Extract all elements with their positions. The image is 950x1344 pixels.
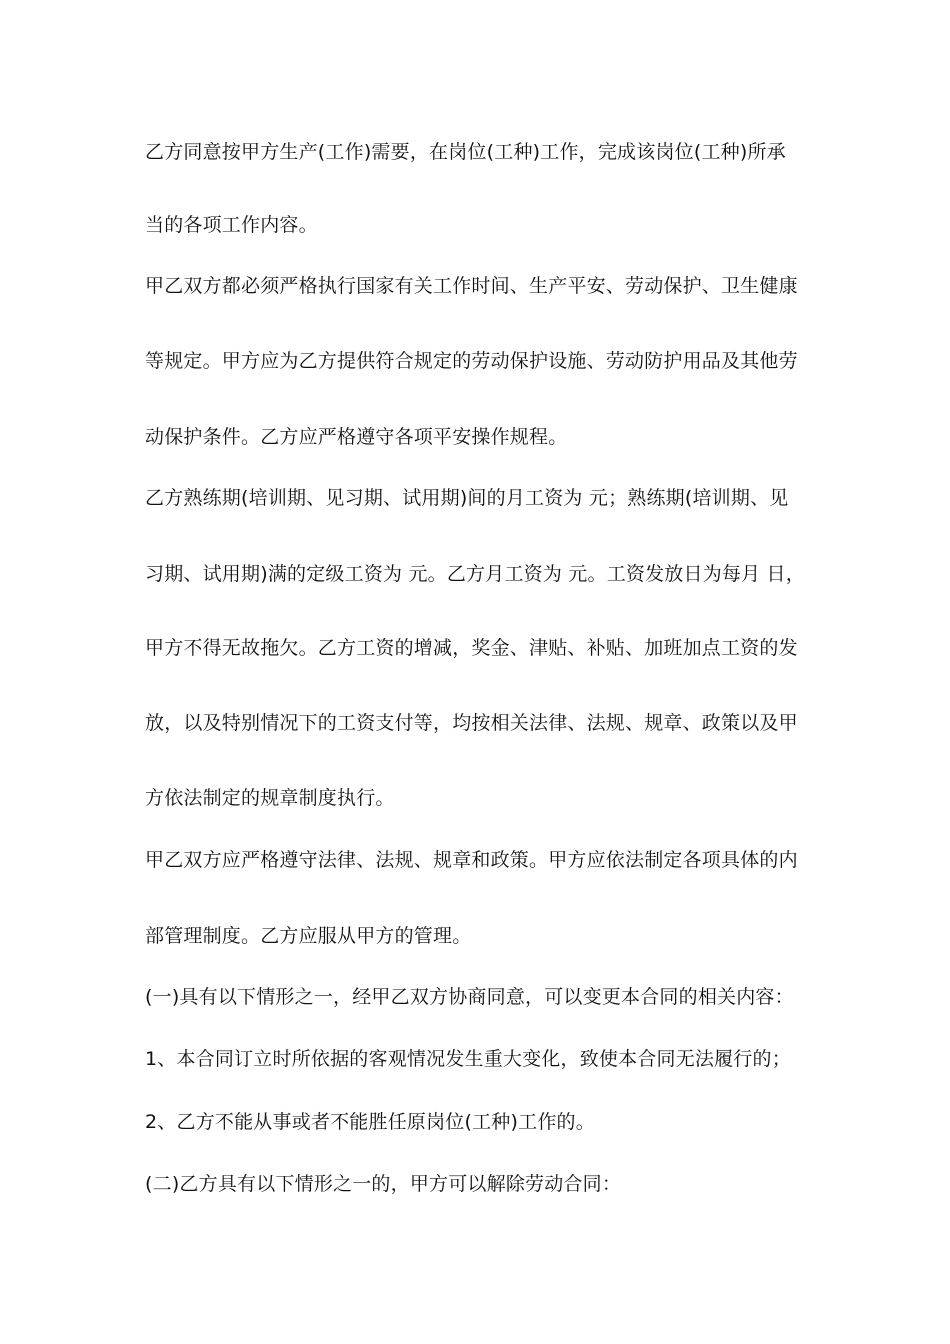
text-line: 2、乙方不能从事或者不能胜任原岗位(工种)工作的。 [145,1111,595,1133]
text-line: 乙方同意按甲方生产(工作)需要，在岗位(工种)工作，完成该岗位(工种)所承 [145,141,786,163]
text-line: 乙方熟练期(培训期、见习期、试用期)间的月工资为 元；熟练期(培训期、见 [145,487,789,509]
text-line: (一)具有以下情形之一，经甲乙双方协商同意，可以变更本合同的相关内容： [145,986,794,1008]
text-line: 当的各项工作内容。 [145,214,318,236]
text-line: 习期、试用期)满的定级工资为 元。乙方月工资为 元。工资发放日为每月 日， [145,563,805,585]
text-line: 方依法制定的规章制度执行。 [145,787,395,809]
text-line: 动保护条件。乙方应严格遵守各项平安操作规程。 [145,426,568,448]
text-line: 甲乙双方都必须严格执行国家有关工作时间、生产平安、劳动保护、卫生健康 [145,275,798,297]
text-line: 甲方不得无故拖欠。乙方工资的增减，奖金、津贴、补贴、加班加点工资的发 [145,637,798,659]
text-line: 等规定。甲方应为乙方提供符合规定的劳动保护设施、劳动防护用品及其他劳 [145,350,798,372]
text-line: 部管理制度。乙方应服从甲方的管理。 [145,925,472,947]
text-line: (二)乙方具有以下情形之一的，甲方可以解除劳动合同： [145,1173,622,1195]
text-line: 甲乙双方应严格遵守法律、法规、规章和政策。甲方应依法制定各项具体的内 [145,849,798,871]
text-line: 放，以及特别情况下的工资支付等，均按相关法律、法规、规章、政策以及甲 [145,712,798,734]
text-line: 1、本合同订立时所依据的客观情况发生重大变化，致使本合同无法履行的； [145,1048,791,1070]
